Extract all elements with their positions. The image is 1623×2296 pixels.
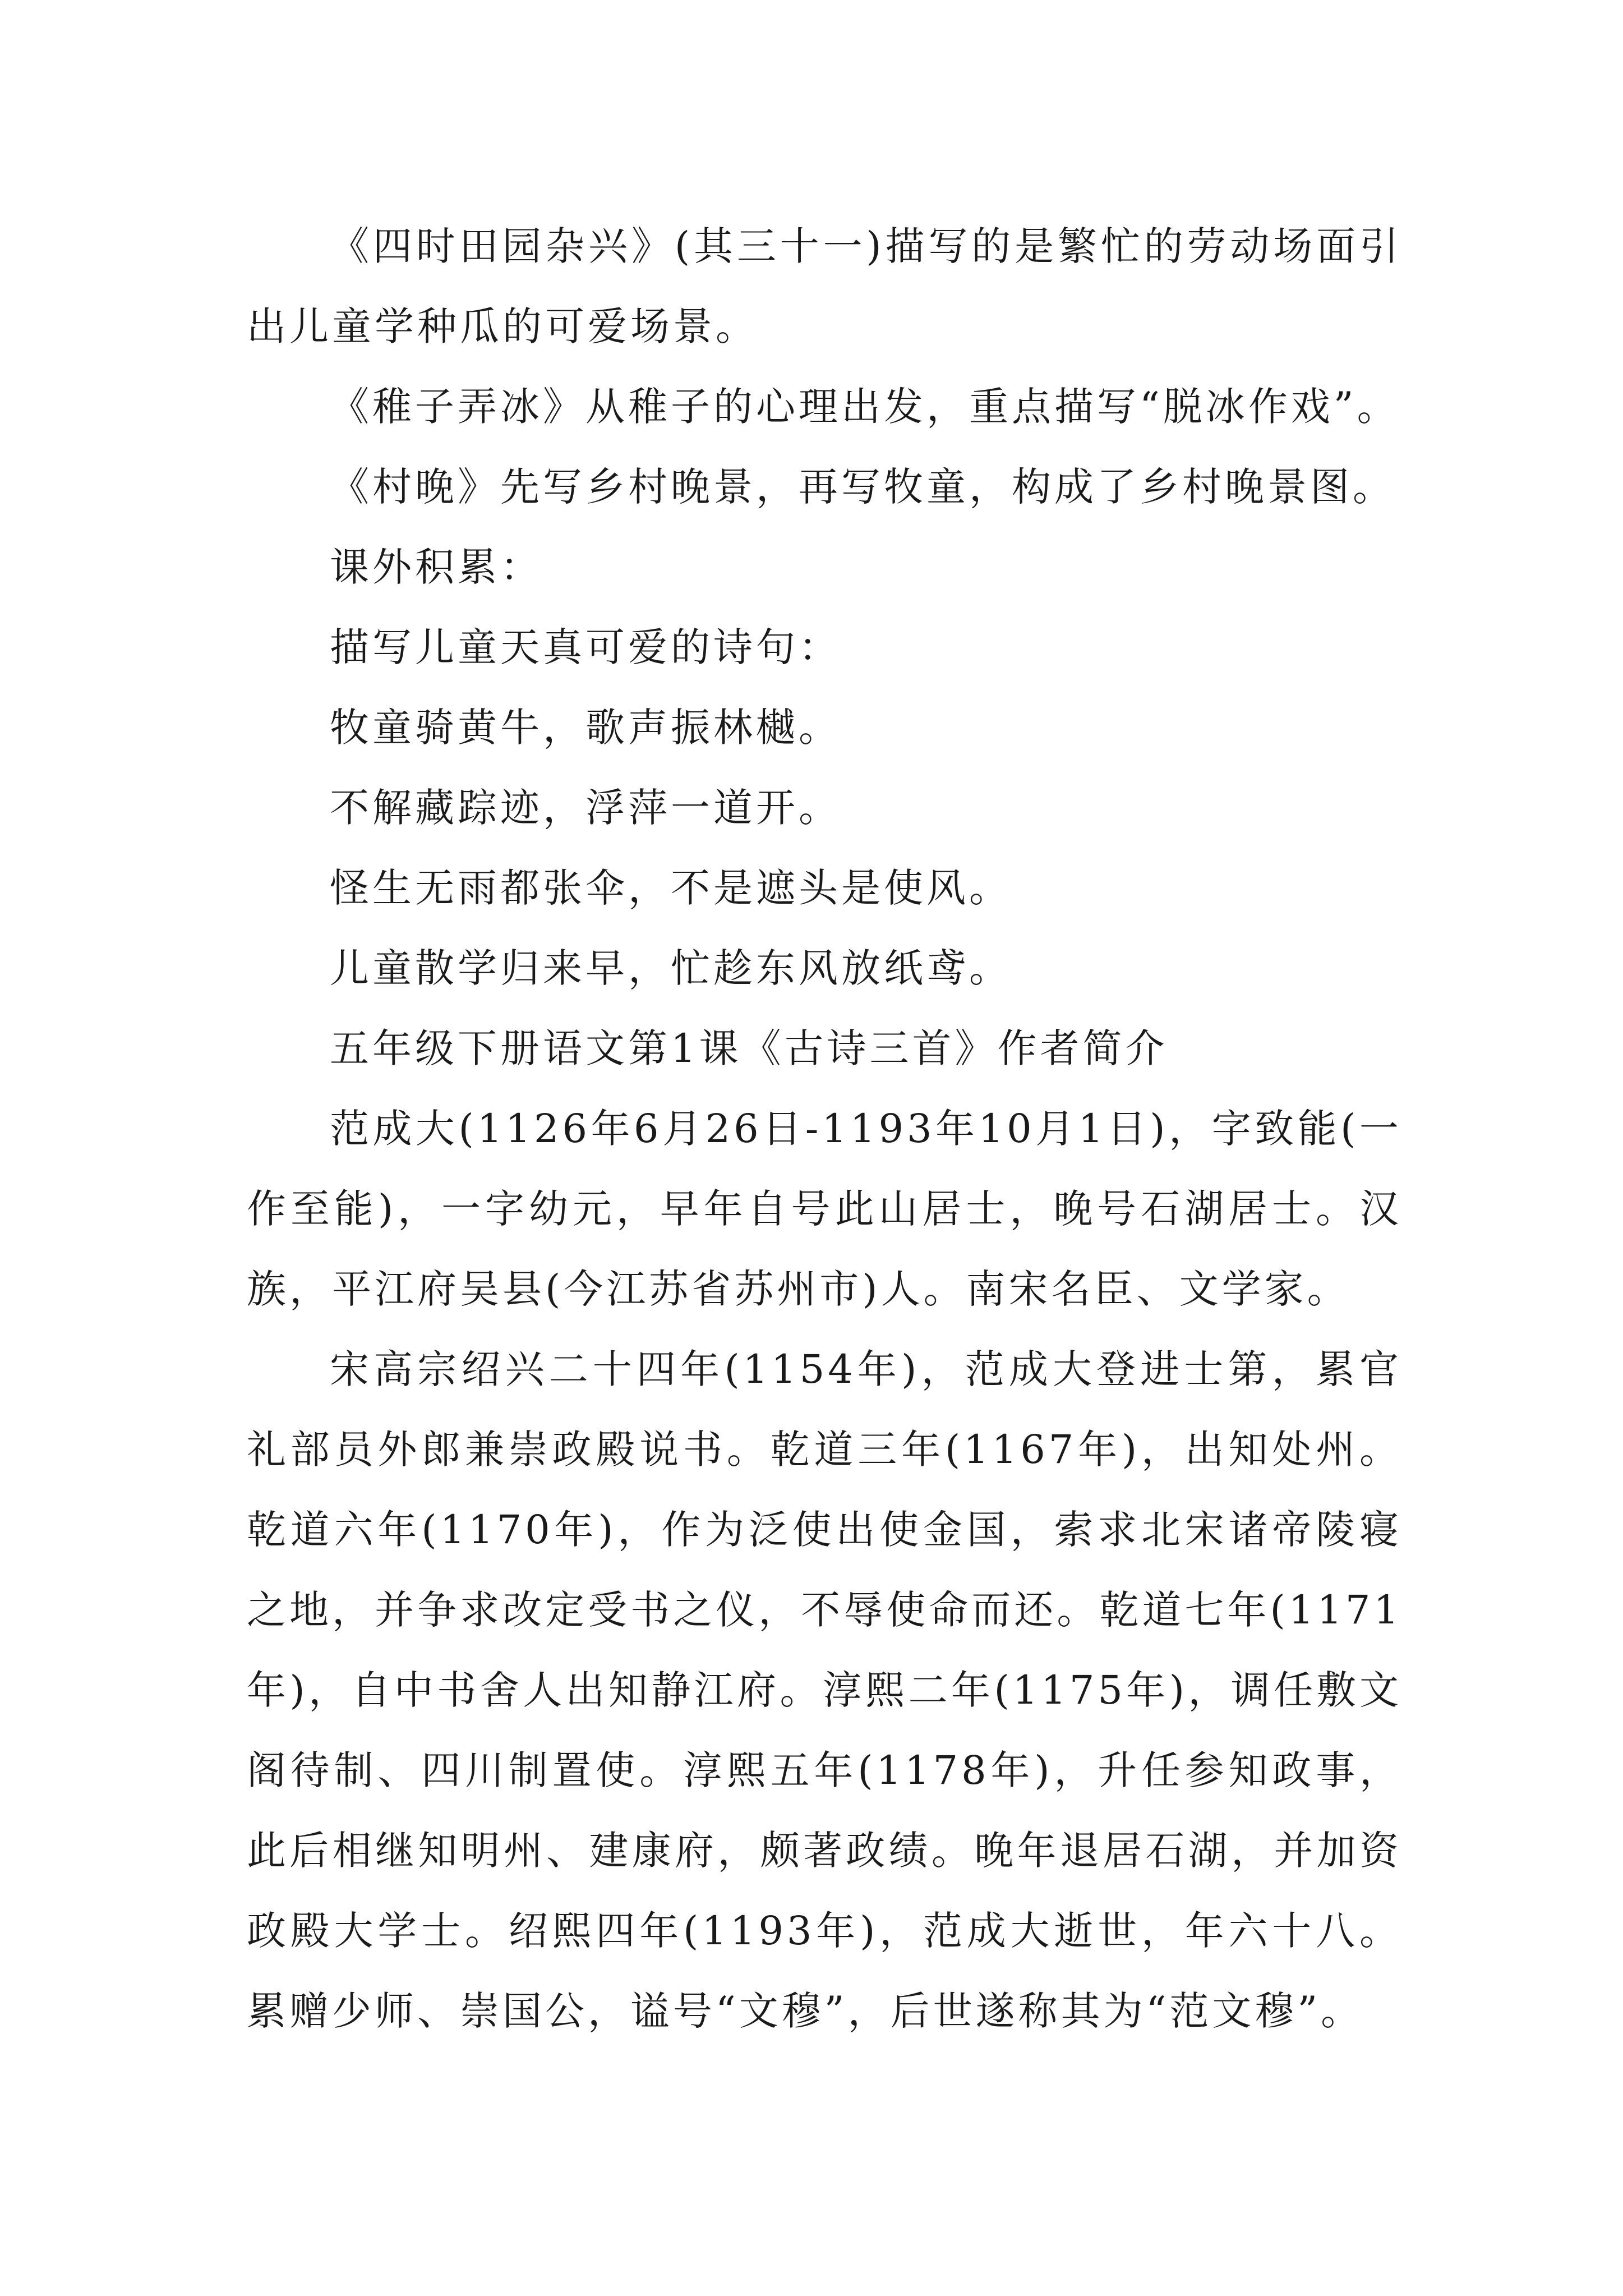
paragraph-sishi-tianyuan: 《四时田园杂兴》(其三十一)描写的是繁忙的劳动场面引出儿童学种瓜的可爱场景。 bbox=[247, 223, 1402, 349]
document-body bbox=[247, 206, 1402, 2051]
poem-line: 不解藏踪迹，浮萍一道开。 bbox=[330, 785, 841, 831]
heading-extracurricular: 课外积累： bbox=[330, 544, 543, 590]
paragraph-author-career: 宋高宗绍兴二十四年(1154年)，范成大登进士第，累官礼部员外郎兼崇政殿说书。乾道三年(1167年)，出知处州。乾道六年(1170年)，作为泛使出使金国，索求北宋诸帝陵寝之地，并争求改定受书之仪，不辱使命而还。乾道七年(1171年)，自中书舍人出知静江府。淳熙二年(1175年)，调任敷文阁待制、四川制置使。淳熙五年(1178年)，升任参知政事，此后相继知明州、建康府，颇著政绩。晚年退居石湖，并加资政殿大学士。绍熙四年(1193年)，范成大逝世，年六十八。累赠少师、崇国公，谥号“文穆”，后世遂称其为“范文穆”。 bbox=[247, 1346, 1402, 2034]
heading-poem-lines: 描写儿童天真可爱的诗句： bbox=[330, 624, 841, 670]
poem-line: 牧童骑黄牛，歌声振林樾。 bbox=[330, 705, 841, 751]
paragraph-author-bio: 范成大(1126年6月26日-1193年10月1日)，字致能(一作至能)，一字幼元，早年自号此山居士，晚号石湖居士。汉族，平江府吴县(今江苏省苏州市)人。南宋名臣、文学家。 bbox=[247, 1106, 1402, 1312]
poem-line: 儿童散学归来早，忙趁东风放纸鸢。 bbox=[330, 945, 1012, 991]
section-title-author-intro: 五年级下册语文第1课《古诗三首》作者简介 bbox=[330, 1025, 1168, 1071]
paragraph-cunwan: 《村晚》先写乡村晚景，再写牧童，构成了乡村晚景图。 bbox=[330, 464, 1395, 510]
poem-line: 怪生无雨都张伞，不是遮头是使风。 bbox=[330, 865, 1012, 911]
paragraph-zhizi-nongbing: 《稚子弄冰》从稚子的心理出发，重点描写“脱冰作戏”。 bbox=[330, 384, 1400, 430]
